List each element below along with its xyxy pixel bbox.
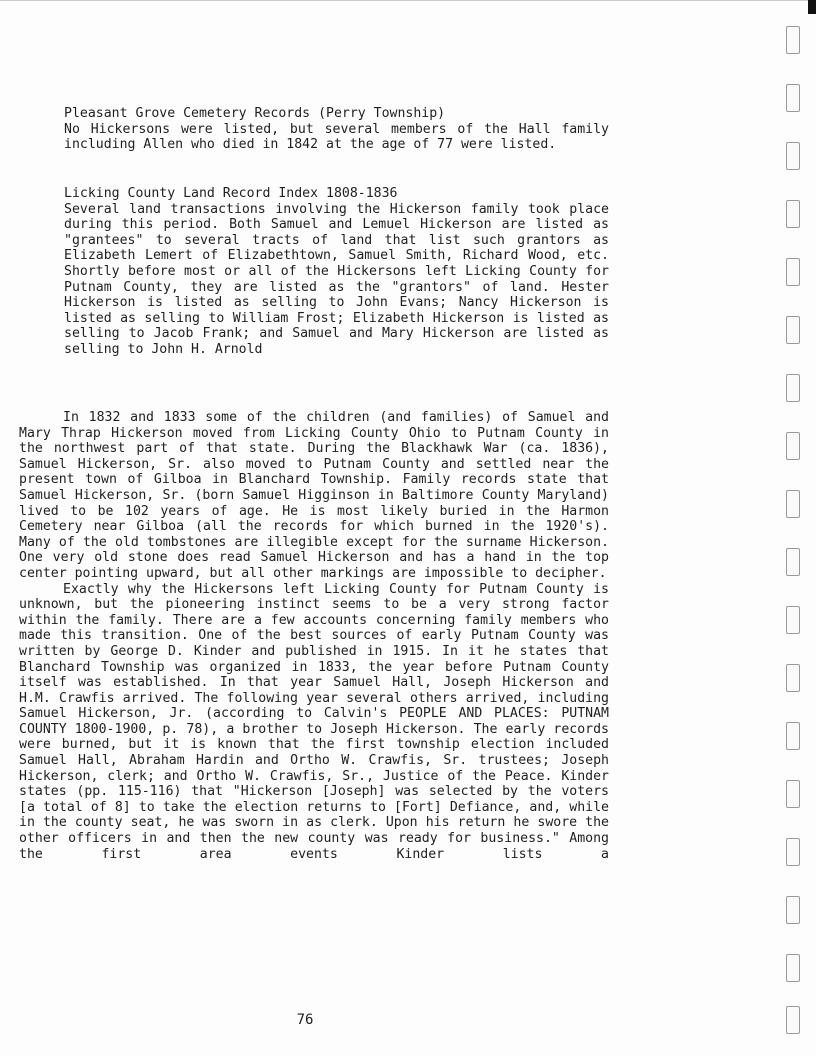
binding-hole	[786, 490, 800, 518]
binding-hole	[786, 84, 800, 112]
paragraph-migration: In 1832 and 1833 some of the children (and families) of Samuel and Mary Thrap Hickerson moved from Licking County Ohio to Putnam County in the northwest part of that state. During the Blackhawk War (ca. 1836), Samuel Hickerson, Sr. also moved to Putnam County and settled near the present town of Gilboa in Blanchard Township. Family records state that Samuel Hickerson, Sr. (born Samuel Higginson in Baltimore County Maryland) lived to be 102 years of age. He is most likely buried in the Harmon Cemetery near Gilboa (all the records for which burned in the 1920's). Many of the old tombstones are illegible except for the surname Hickerson. One very old stone does read Samuel Hickerson and has a hand in the top center pointing upward, but all other markings are impossible to decipher.	[19, 410, 609, 581]
binding-hole	[786, 1006, 800, 1034]
binding-hole	[786, 26, 800, 54]
binding-hole	[786, 200, 800, 228]
section-body: No Hickersons were listed, but several members of the Hall family including Allen who died in 1842 at the age of 77 were listed.	[64, 121, 609, 153]
binding-hole	[786, 954, 800, 982]
binding-hole	[786, 548, 800, 576]
binding-hole	[786, 896, 800, 924]
binding-hole	[786, 722, 800, 750]
binding-hole	[786, 142, 800, 170]
binding-hole	[786, 432, 800, 460]
spiral-binding	[786, 26, 802, 1036]
binding-hole	[786, 606, 800, 634]
binding-hole	[786, 316, 800, 344]
paragraph-reasons: Exactly why the Hickersons left Licking County for Putnam County is unknown, but the pioneering instinct seems to be a very strong factor within the family. There are a few accounts concerning family members who made this transition. One of the best sources of early Putnam County was written by George D. Kinder and published in 1915. In it he states that Blanchard Township was organized in 1833, the year before Putnam County itself was established. In that year Samuel Hall, Joseph Hickerson and H.M. Crawfis arrived. The following year several others arrived, including Samuel Hickerson, Jr. (according to Calvin's PEOPLE AND PLACES: PUTNAM COUNTY 1800-1900, p. 78), a brother to Joseph Hickerson. The early records were burned, but it is known that the first township election included Samuel Hall, Abraham Hardin and Ortho W. Crawfis, Sr. trustees; Joseph Hickerson, clerk; and Ortho W. Crawfis, Sr., Justice of the Peace. Kinder states (pp. 115-116) that "Hickerson [Joseph] was selected by the voters [a total of 8] to take the election returns to [Fort] Defiance, and, while in the county seat, he was sworn in as clerk. Upon his return he swore the other officers in and then the new county was ready for business." Among the first area events Kinder lists a	[19, 581, 609, 862]
main-text	[19, 410, 609, 862]
binding-hole	[786, 258, 800, 286]
binding-hole	[786, 780, 800, 808]
land-record-section	[64, 186, 609, 358]
binding-hole	[786, 664, 800, 692]
cemetery-records-section	[64, 106, 609, 153]
corner-scan-mark	[808, 0, 816, 14]
page-number: 76	[296, 1012, 314, 1028]
page-top-edge	[0, 0, 816, 1]
binding-hole	[786, 838, 800, 866]
section-body: Several land transactions involving the Hickerson family took place during this period. Both Samuel and Lemuel Hickerson are listed as "grantees" to several tracts of land that list such grantors as Elizabeth Lemert of Elizabethtown, Samuel Smith, Richard Wood, etc. Shortly before most or all of the Hickersons left Licking County for Putnam County, they are listed as the "grantors" of land. Hester Hickerson is listed as selling to John Evans; Nancy Hickerson is listed as selling to William Frost; Elizabeth Hickerson is listed as selling to Jacob Frank; and Samuel and Mary Hickerson are listed as selling to John H. Arnold	[64, 201, 609, 357]
section-heading: Licking County Land Record Index 1808-1836	[64, 186, 398, 201]
section-heading: Pleasant Grove Cemetery Records (Perry Township)	[64, 106, 446, 121]
binding-hole	[786, 374, 800, 402]
